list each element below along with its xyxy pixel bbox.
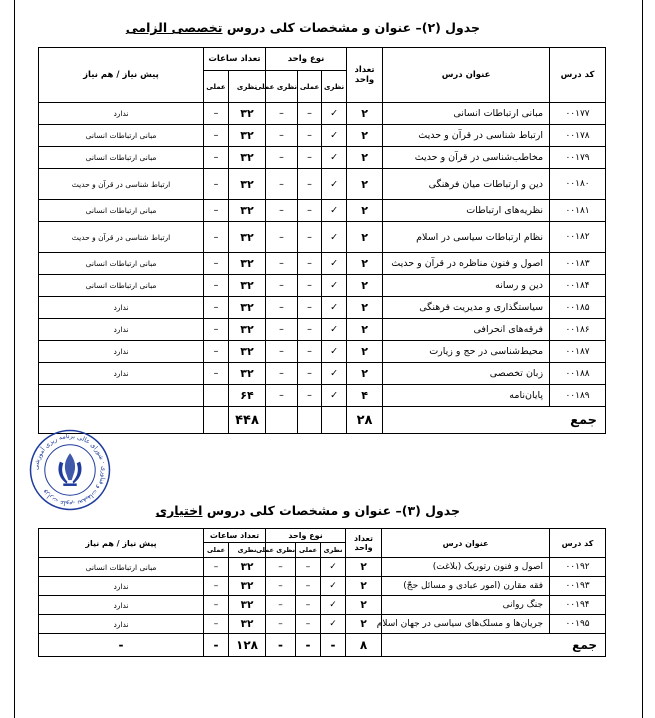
unit-practical-mark: – [296, 577, 321, 596]
unit-theory-mark: ✓ [321, 596, 346, 615]
course-code: ۰۰۱۷۷ [550, 103, 606, 125]
hours-practical: – [204, 363, 229, 385]
prerequisite: ندارد [39, 577, 204, 596]
hours-practical: – [204, 297, 229, 319]
table-row [39, 558, 606, 577]
course-code: ۰۰۱۹۳ [550, 577, 606, 596]
unit-practical-mark: – [298, 169, 322, 200]
col-unit-type-header: نوع واحد [266, 529, 346, 543]
course-units: ۲ [347, 169, 383, 200]
table2-heading [126, 20, 480, 35]
unit-theory-practical-mark: – [266, 341, 298, 363]
table3-total-practical: - [296, 634, 321, 657]
prerequisite: مبانی ارتباطات انسانی [39, 125, 204, 147]
hours-practical: – [204, 125, 229, 147]
unit-theory-practical-mark: – [266, 577, 296, 596]
table3-total-units: ۸ [346, 634, 382, 657]
course-code: ۰۰۱۹۴ [550, 596, 606, 615]
table-row [39, 385, 606, 407]
course-units: ۲ [347, 125, 383, 147]
course-title: نظام ارتباطات سیاسی در اسلام [383, 222, 550, 253]
hours-theory: ۳۲ [229, 103, 266, 125]
course-code: ۰۰۱۸۱ [550, 200, 606, 222]
prerequisite: ندارد [39, 615, 204, 634]
unit-theory-practical-mark: – [266, 125, 298, 147]
col-hours-header: تعداد ساعات [204, 529, 266, 543]
table-row [39, 341, 606, 363]
course-units: ۴ [347, 385, 383, 407]
seal-text: وزارت علوم، تحقیقات و فناوری · شورای عالی برنامه ریزی آموزشی [32, 433, 107, 507]
col-practical-header: عملی [298, 71, 322, 103]
hours-theory: ۳۲ [229, 253, 266, 275]
unit-theory-practical-mark: – [266, 363, 298, 385]
page-left-border [14, 0, 15, 718]
unit-theory-practical-mark: – [266, 596, 296, 615]
col-code-header: کد درس [550, 48, 606, 103]
course-units: ۲ [347, 341, 383, 363]
table3 [38, 528, 606, 657]
col-hours-practical-header: عملی [204, 543, 229, 558]
course-title: جریان‌ها و مسلک‌های سیاسی در جهان اسلام [382, 615, 550, 634]
unit-practical-mark: – [298, 275, 322, 297]
table2-total-units: ۲۸ [347, 407, 383, 434]
table2-total-cell [322, 407, 347, 434]
unit-theory-mark: ✓ [322, 169, 347, 200]
prerequisite: مبانی ارتباطات انسانی [39, 147, 204, 169]
unit-theory-practical-mark: – [266, 200, 298, 222]
course-units: ۲ [346, 558, 382, 577]
course-units: ۲ [347, 103, 383, 125]
hours-theory: ۳۲ [229, 147, 266, 169]
table-row [39, 147, 606, 169]
table-row [39, 253, 606, 275]
unit-practical-mark: – [298, 341, 322, 363]
unit-practical-mark: – [298, 125, 322, 147]
hours-practical: – [204, 169, 229, 200]
prerequisite: ندارد [39, 297, 204, 319]
course-code: ۰۰۱۹۵ [550, 615, 606, 634]
col-code-header: کد درس [550, 529, 606, 558]
table-row [39, 615, 606, 634]
course-units: ۲ [347, 297, 383, 319]
unit-theory-mark: ✓ [322, 341, 347, 363]
unit-theory-mark: ✓ [322, 222, 347, 253]
hours-theory: ۳۲ [229, 558, 266, 577]
unit-theory-mark: ✓ [322, 319, 347, 341]
unit-theory-mark: ✓ [322, 297, 347, 319]
prerequisite: مبانی ارتباطات انسانی [39, 558, 204, 577]
prerequisite: ندارد [39, 341, 204, 363]
unit-theory-mark: ✓ [322, 147, 347, 169]
prerequisite: مبانی ارتباطات انسانی [39, 275, 204, 297]
unit-theory-mark: ✓ [321, 558, 346, 577]
unit-theory-mark: ✓ [321, 615, 346, 634]
unit-theory-practical-mark: – [266, 169, 298, 200]
course-title: دین و رسانه [383, 275, 550, 297]
unit-theory-mark: ✓ [322, 103, 347, 125]
unit-theory-practical-mark: – [266, 222, 298, 253]
hours-theory: ۳۲ [229, 275, 266, 297]
course-title: نظریه‌های ارتباطات [383, 200, 550, 222]
table-row [39, 363, 606, 385]
table-row [39, 577, 606, 596]
col-unit-type-header: نوع واحد [266, 48, 347, 71]
course-title: مبانی ارتباطات انسانی [383, 103, 550, 125]
course-units: ۲ [347, 200, 383, 222]
hours-theory: ۳۲ [229, 169, 266, 200]
table2 [38, 47, 606, 434]
hours-theory: ۳۲ [229, 596, 266, 615]
course-code: ۰۰۱۸۵ [550, 297, 606, 319]
col-theory-practical-header: نظری عملی [266, 71, 298, 103]
prerequisite: ندارد [39, 596, 204, 615]
unit-practical-mark: – [298, 319, 322, 341]
unit-theory-practical-mark: – [266, 275, 298, 297]
hours-practical: – [204, 222, 229, 253]
table3-heading [156, 503, 460, 518]
prerequisite: ارتباط شناسی در قرآن و حدیث [39, 169, 204, 200]
course-title: سیاستگذاری و مدیریت فرهنگی [383, 297, 550, 319]
course-code: ۰۰۱۸۲ [550, 222, 606, 253]
col-title-header: عنوان درس [382, 529, 550, 558]
table-row [39, 222, 606, 253]
table3-heading-underlined: اختیاری [155, 503, 203, 518]
table2-total-cell [298, 407, 322, 434]
unit-theory-mark: ✓ [322, 125, 347, 147]
course-code: ۰۰۱۸۷ [550, 341, 606, 363]
table-row [39, 169, 606, 200]
table2-total-cell [204, 407, 229, 434]
prerequisite: ندارد [39, 103, 204, 125]
prerequisite: ندارد [39, 363, 204, 385]
table2-total-row [39, 407, 606, 434]
course-code: ۰۰۱۸۹ [550, 385, 606, 407]
unit-practical-mark: – [296, 558, 321, 577]
course-title: جنگ روانی [382, 596, 550, 615]
unit-theory-practical-mark: – [266, 615, 296, 634]
hours-practical: – [204, 596, 229, 615]
unit-theory-practical-mark: – [266, 253, 298, 275]
unit-theory-practical-mark: – [266, 147, 298, 169]
hours-practical: – [204, 275, 229, 297]
col-hours-theory-header: نظری [229, 71, 266, 103]
table2-heading-prefix: جدول (۲)– عنوان و مشخصات کلی دروس [222, 20, 480, 35]
table-row [39, 275, 606, 297]
ministry-seal [28, 428, 112, 512]
col-practical-header: عملی [296, 543, 321, 558]
unit-theory-practical-mark: – [266, 297, 298, 319]
unit-theory-mark: ✓ [322, 253, 347, 275]
table3-total-prereq: - [39, 634, 204, 657]
course-code: ۰۰۱۹۲ [550, 558, 606, 577]
course-title: پایان‌نامه [383, 385, 550, 407]
course-units: ۲ [346, 596, 382, 615]
unit-theory-mark: ✓ [321, 577, 346, 596]
table2-heading-underlined: تخصصی الزامی [125, 20, 223, 35]
hours-theory: ۳۲ [229, 577, 266, 596]
course-units: ۲ [346, 577, 382, 596]
table3-total-hours-practical: - [204, 634, 229, 657]
course-code: ۰۰۱۸۶ [550, 319, 606, 341]
course-title: اصول و فنون رتوریک (بلاغت) [382, 558, 550, 577]
unit-practical-mark: – [296, 615, 321, 634]
unit-theory-practical-mark: – [266, 385, 298, 407]
course-code: ۰۰۱۸۳ [550, 253, 606, 275]
course-code: ۰۰۱۷۸ [550, 125, 606, 147]
col-hours-header: تعداد ساعات [204, 48, 266, 71]
table-row [39, 297, 606, 319]
hours-practical: – [204, 147, 229, 169]
table2-total-cell [266, 407, 298, 434]
course-units: ۲ [347, 253, 383, 275]
unit-theory-practical-mark: – [266, 319, 298, 341]
table-row [39, 596, 606, 615]
col-theory-practical-header: نظری عملی [266, 543, 296, 558]
unit-practical-mark: – [298, 363, 322, 385]
table-row [39, 103, 606, 125]
course-title: زبان تخصصی [383, 363, 550, 385]
hours-practical: – [204, 558, 229, 577]
table3-total-hours: ۱۲۸ [229, 634, 266, 657]
course-title: اصول و فنون مناظره در قرآن و حدیث [383, 253, 550, 275]
hours-practical: – [204, 577, 229, 596]
unit-theory-practical-mark: – [266, 558, 296, 577]
table-row [39, 200, 606, 222]
unit-theory-mark: ✓ [322, 385, 347, 407]
hours-theory: ۳۲ [229, 125, 266, 147]
unit-practical-mark: – [296, 596, 321, 615]
hours-practical: – [204, 200, 229, 222]
table3-total-tp: - [266, 634, 296, 657]
hours-practical: – [204, 253, 229, 275]
course-title: مخاطب‌شناسی در قرآن و حدیث [383, 147, 550, 169]
unit-practical-mark: – [298, 385, 322, 407]
unit-theory-mark: ✓ [322, 363, 347, 385]
col-units-header: تعداد واحد [346, 529, 382, 558]
hours-theory: ۳۲ [229, 363, 266, 385]
table-row [39, 319, 606, 341]
table3-total-row [39, 634, 606, 657]
course-title: محیط‌شناسی در حج و زیارت [383, 341, 550, 363]
hours-practical: – [204, 341, 229, 363]
course-code: ۰۰۱۸۸ [550, 363, 606, 385]
prerequisite: ندارد [39, 319, 204, 341]
course-units: ۲ [347, 319, 383, 341]
hours-theory: ۳۲ [229, 319, 266, 341]
hours-theory: ۳۲ [229, 297, 266, 319]
course-title: فقه مقارن (امور عبادی و مسائل حجّ) [382, 577, 550, 596]
unit-practical-mark: – [298, 147, 322, 169]
hours-practical: – [204, 103, 229, 125]
col-prereq-header: پیش نیاز / هم نیاز [39, 529, 204, 558]
course-code: ۰۰۱۷۹ [550, 147, 606, 169]
col-prereq-header: پیش نیاز / هم نیاز [39, 48, 204, 103]
prerequisite: مبانی ارتباطات انسانی [39, 253, 204, 275]
course-units: ۲ [347, 275, 383, 297]
course-units: ۲ [347, 222, 383, 253]
hours-practical: – [204, 615, 229, 634]
col-units-header: تعداد واحد [347, 48, 383, 103]
table2-total-hours: ۴۴۸ [229, 407, 266, 434]
col-theory-header: نظری [321, 543, 346, 558]
course-units: ۲ [347, 147, 383, 169]
table3-total-label: جمع [382, 634, 606, 657]
hours-practical [204, 385, 229, 407]
col-hours-practical-header: عملی [204, 71, 229, 103]
unit-practical-mark: – [298, 253, 322, 275]
course-title: فرقه‌های انحرافی [383, 319, 550, 341]
page-right-border [642, 0, 643, 718]
prerequisite: ارتباط شناسی در قرآن و حدیث [39, 222, 204, 253]
course-code: ۰۰۱۸۴ [550, 275, 606, 297]
unit-practical-mark: – [298, 297, 322, 319]
course-code: ۰۰۱۸۰ [550, 169, 606, 200]
unit-practical-mark: – [298, 103, 322, 125]
hours-practical: – [204, 319, 229, 341]
course-title: ارتباط شناسی در قرآن و حدیث [383, 125, 550, 147]
course-units: ۲ [346, 615, 382, 634]
col-theory-header: نظری [322, 71, 347, 103]
hours-theory: ۶۴ [229, 385, 266, 407]
hours-theory: ۳۲ [229, 341, 266, 363]
emblem-icon [58, 453, 81, 486]
table3-heading-prefix: جدول (۳)– عنوان و مشخصات کلی دروس [202, 503, 460, 518]
prerequisite [39, 385, 204, 407]
unit-theory-mark: ✓ [322, 200, 347, 222]
col-hours-theory-header: نظری [229, 543, 266, 558]
unit-theory-mark: ✓ [322, 275, 347, 297]
table2-total-label: جمع [383, 407, 606, 434]
unit-practical-mark: – [298, 200, 322, 222]
col-title-header: عنوان درس [383, 48, 550, 103]
hours-theory: ۳۲ [229, 200, 266, 222]
unit-theory-practical-mark: – [266, 103, 298, 125]
unit-practical-mark: – [298, 222, 322, 253]
prerequisite: مبانی ارتباطات انسانی [39, 200, 204, 222]
table3-total-theory: - [321, 634, 346, 657]
table-row [39, 125, 606, 147]
course-title: دین و ارتباطات میان فرهنگی [383, 169, 550, 200]
hours-theory: ۳۲ [229, 222, 266, 253]
course-units: ۲ [347, 363, 383, 385]
hours-theory: ۳۲ [229, 615, 266, 634]
